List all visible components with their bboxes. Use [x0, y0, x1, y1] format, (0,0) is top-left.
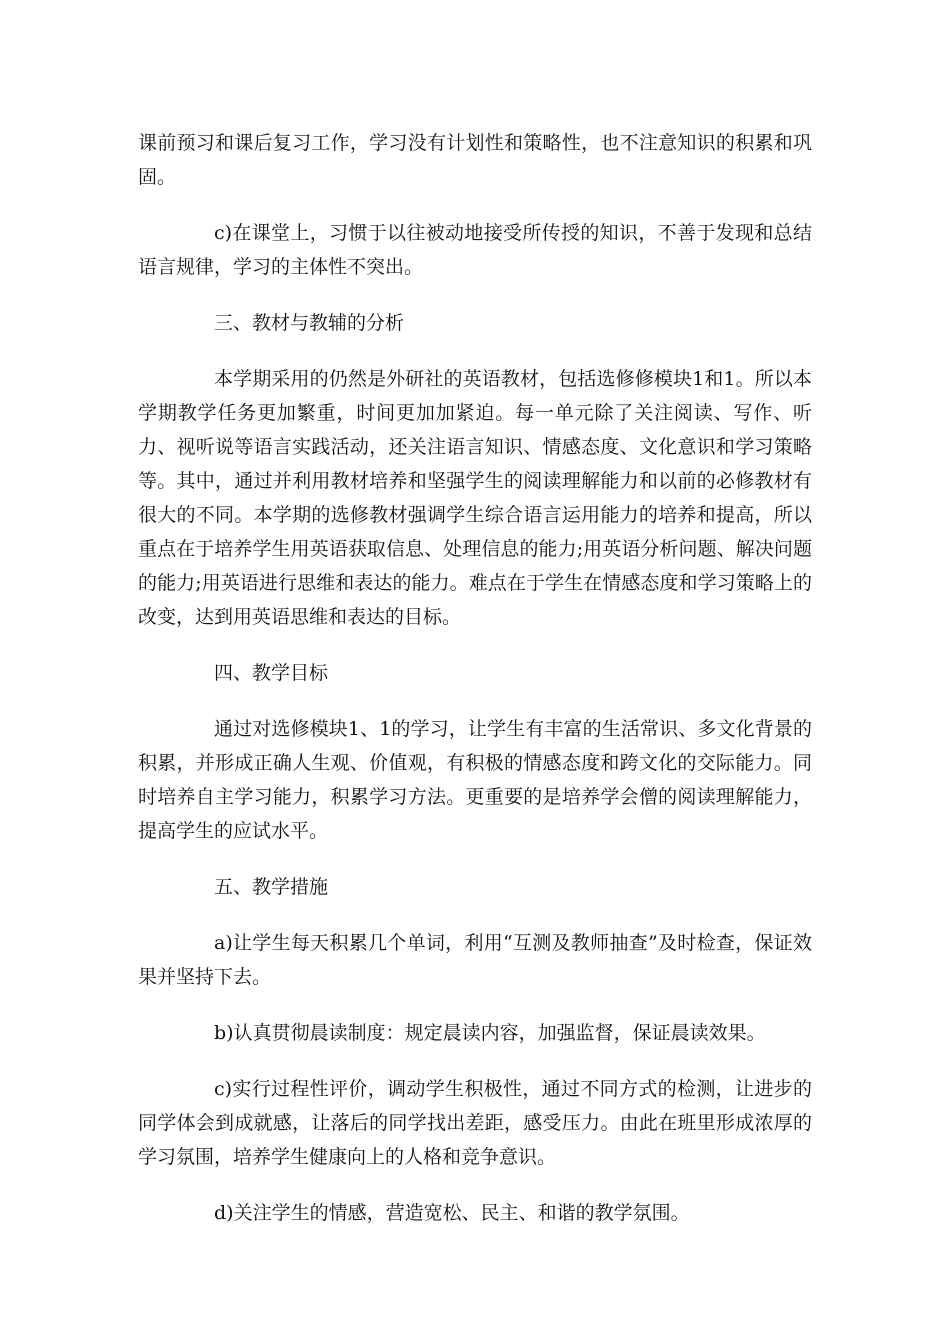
- paragraph-continuation: 课前预习和课后复习工作，学习没有计划性和策略性，也不注意知识的积累和巩固。: [138, 132, 812, 188]
- section-heading-textbook-analysis: 三、教材与教辅的分析: [214, 312, 405, 334]
- paragraph-textbook-analysis: 本学期采用的仍然是外研社的英语教材，包括选修修模块1和1。所以本学期教学任务更加繁重，时间更加加紧迫。每一单元除了关注阅读、写作、听力、视听说等语言实践活动，还关注语言知识、情感态度、文化意识和学习策略等。其中，通过并利用教材培养和坚强学生的阅读理解能力和以前的必修教材有很大的不同。本学期的选修教材强调学生综合语言运用能力的培养和提高，所以重点在于培养学生用英语获取信息、处理信息的能力;用英语分析问题、解决问题的能力;用英语进行思维和表达的能力。难点在于学生在情感态度和学习策略上的改变，达到用英语思维和表达的目标。: [138, 368, 812, 628]
- paragraph-measure-b: b)认真贯彻晨读制度：规定晨读内容，加强监督，保证晨读效果。: [214, 1022, 766, 1044]
- paragraph-measure-a: a)让学生每天积累几个单词，利用“互测及教师抽查”及时检查，保证效果并坚持下去。: [138, 932, 812, 988]
- paragraph-measure-d: d)关注学生的情感，营造宽松、民主、和谐的教学氛围。: [214, 1202, 690, 1224]
- paragraph-item-c-classroom: c)在课堂上，习惯于以往被动地接受所传授的知识，不善于发现和总结语言规律，学习的主体性不突出。: [138, 222, 812, 278]
- section-heading-teaching-goals: 四、教学目标: [214, 662, 329, 684]
- paragraph-teaching-goals: 通过对选修模块1、1的学习，让学生有丰富的生活常识、多文化背景的积累，并形成正确人生观、价值观，有积极的情感态度和跨文化的交际能力。同时培养自主学习能力，积累学习方法。更重要的是培养学会僧的阅读理解能力，提高学生的应试水平。: [138, 718, 812, 842]
- section-heading-teaching-measures: 五、教学措施: [214, 876, 329, 898]
- paragraph-measure-c: c)实行过程性评价，调动学生积极性，通过不同方式的检测，让进步的同学体会到成就感，让落后的同学找出差距，感受压力。由此在班里形成浓厚的学习氛围，培养学生健康向上的人格和竞争意识。: [138, 1078, 812, 1168]
